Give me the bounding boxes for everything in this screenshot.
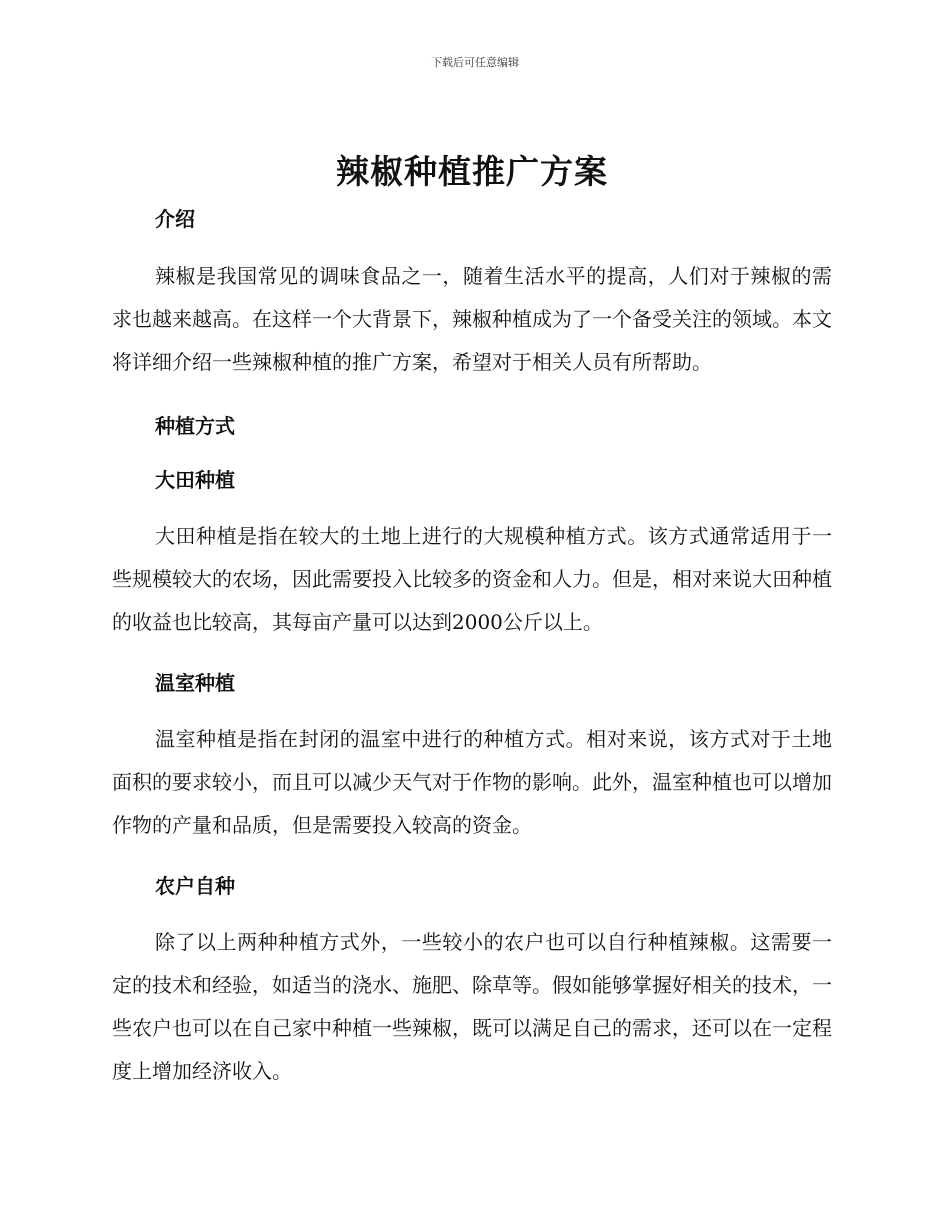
document-title: 辣椒种植推广方案 — [336, 152, 608, 191]
document-body — [112, 150, 832, 1093]
heading-household-planting: 农户自种 — [155, 874, 235, 898]
paragraph-intro: 辣椒是我国常见的调味食品之一，随着生活水平的提高，人们对于辣椒的需求也越来越高。在这样一个大背景下，辣椒种植成为了一个备受关注的领域。本文将详细介绍一些辣椒种植的推广方案，希望对于相关人员有所帮助。 — [112, 264, 832, 374]
paragraph-greenhouse-planting: 温室种植是指在封闭的温室中进行的种植方式。相对来说，该方式对于土地面积的要求较小，而且可以减少天气对于作物的影响。此外，温室种植也可以增加作物的产量和品质，但是需要投入较高的资金。 — [112, 727, 832, 837]
paragraph-field-planting: 大田种植是指在较大的土地上进行的大规模种植方式。该方式通常适用于一些规模较大的农场，因此需要投入比较多的资金和人力。但是，相对来说大田种植的收益也比较高，其每亩产量可以达到2000公斤以上。 — [112, 524, 832, 634]
heading-intro: 介绍 — [155, 207, 195, 231]
heading-field-planting: 大田种植 — [155, 468, 235, 492]
header-note: 下载后可任意编辑 — [431, 56, 519, 69]
heading-planting-methods: 种植方式 — [155, 414, 235, 438]
paragraph-household-planting: 除了以上两种种植方式外，一些较小的农户也可以自行种植辣椒。这需要一定的技术和经验，如适当的浇水、施肥、除草等。假如能够掌握好相关的技术，一些农户也可以在自己家中种植一些辣椒，既可以满足自己的需求，还可以在一定程度上增加经济收入。 — [112, 930, 832, 1083]
heading-greenhouse-planting: 温室种植 — [155, 671, 235, 695]
